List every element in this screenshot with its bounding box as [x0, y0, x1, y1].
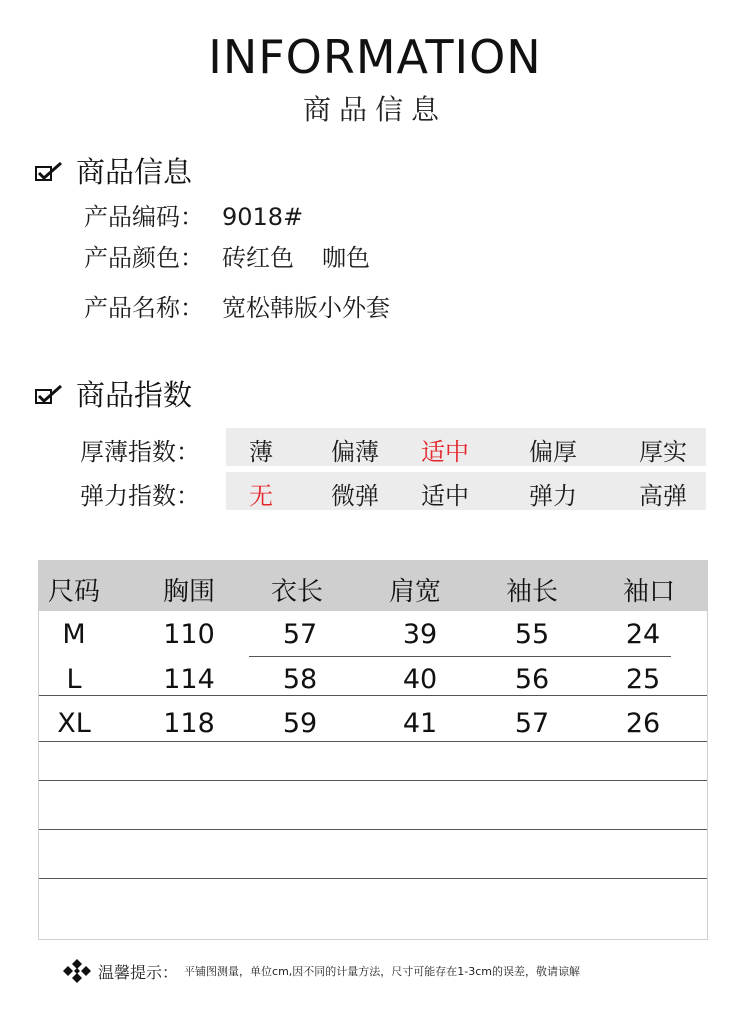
- product-color-value-1: 砖红色: [222, 244, 294, 272]
- table-cell: 114: [163, 664, 215, 695]
- elasticity-option: 高弹: [639, 482, 687, 510]
- table-cell: 40: [402, 664, 438, 695]
- table-cell: 57: [514, 708, 550, 739]
- thickness-option: 偏厚: [529, 438, 577, 466]
- size-table-header: [39, 561, 707, 611]
- size-table-header-cell: 胸围: [162, 577, 215, 607]
- thickness-option: 薄: [249, 438, 273, 466]
- size-table-header-cell: 衣长: [270, 577, 323, 607]
- product-code-value: 9018#: [222, 203, 304, 231]
- page-title: INFORMATION: [208, 30, 542, 84]
- thickness-option: 偏薄: [331, 438, 379, 466]
- table-cell: 118: [163, 708, 215, 739]
- page-subtitle: 商品信息: [302, 93, 447, 126]
- size-table-header-cell: 袖长: [505, 577, 558, 607]
- elasticity-index-row: [80, 472, 706, 510]
- thickness-option: 适中: [421, 438, 469, 466]
- product-code-label: 产品编码：: [84, 203, 204, 231]
- table-divider: [39, 829, 707, 830]
- info-section-heading: [34, 150, 192, 191]
- table-divider: [39, 878, 707, 879]
- table-cell: L: [66, 664, 82, 695]
- table-cell: 41: [402, 708, 438, 739]
- table-cell: M: [62, 619, 86, 650]
- table-cell: 25: [625, 664, 661, 695]
- thickness-option: 厚实: [639, 438, 687, 466]
- table-divider: [39, 780, 707, 781]
- product-name-row: [84, 288, 390, 323]
- table-divider: [249, 656, 671, 657]
- product-name-value: 宽松韩版小外套: [222, 294, 390, 322]
- product-color-row: [84, 238, 370, 273]
- table-cell: 55: [514, 619, 550, 650]
- tip-label: 温馨提示：: [98, 962, 179, 982]
- size-table: [38, 560, 708, 940]
- elasticity-index-label: 弹力指数：: [80, 482, 200, 510]
- table-cell: 57: [282, 619, 318, 650]
- elasticity-option: 微弹: [331, 482, 379, 510]
- table-divider: [39, 695, 707, 696]
- thickness-index-band: [226, 428, 706, 466]
- table-cell: 26: [625, 708, 661, 739]
- thickness-index-label: 厚薄指数：: [80, 438, 200, 466]
- thickness-index-row: [80, 428, 706, 466]
- table-cell: 58: [282, 664, 318, 695]
- product-color-label: 产品颜色：: [84, 244, 204, 272]
- index-section-title: 商品指数: [76, 378, 193, 412]
- checkbox-check-icon: [34, 160, 64, 182]
- table-cell: 24: [625, 619, 661, 650]
- index-section-heading: [34, 373, 192, 414]
- size-table-header-cell: 尺码: [47, 577, 100, 607]
- table-row: [39, 660, 707, 704]
- size-table-header-cell: 袖口: [622, 577, 675, 607]
- table-row: [39, 615, 707, 659]
- tip-text: 平铺图测量，单位cm,因不同的计量方法，尺寸可能存在1-3cm的误差，敬请谅解: [184, 965, 581, 978]
- elasticity-option: 弹力: [529, 482, 577, 510]
- elasticity-option: 适中: [421, 482, 469, 510]
- size-table-header-cell: 肩宽: [388, 577, 441, 607]
- table-cell: 110: [163, 619, 215, 650]
- product-code-row: [84, 197, 303, 232]
- table-cell: 59: [282, 708, 318, 739]
- product-color-value-2: 咖色: [322, 244, 370, 272]
- elasticity-option: 无: [249, 482, 273, 510]
- elasticity-index-band: [226, 472, 706, 510]
- diamond-cluster-icon: [62, 958, 92, 984]
- checkbox-check-icon: [34, 383, 64, 405]
- table-cell: 39: [402, 619, 438, 650]
- info-section-title: 商品信息: [76, 155, 193, 189]
- tip-note: [62, 958, 580, 984]
- table-cell: 56: [514, 664, 550, 695]
- table-divider: [39, 741, 707, 742]
- product-name-label: 产品名称：: [84, 294, 204, 322]
- table-cell: XL: [57, 708, 91, 739]
